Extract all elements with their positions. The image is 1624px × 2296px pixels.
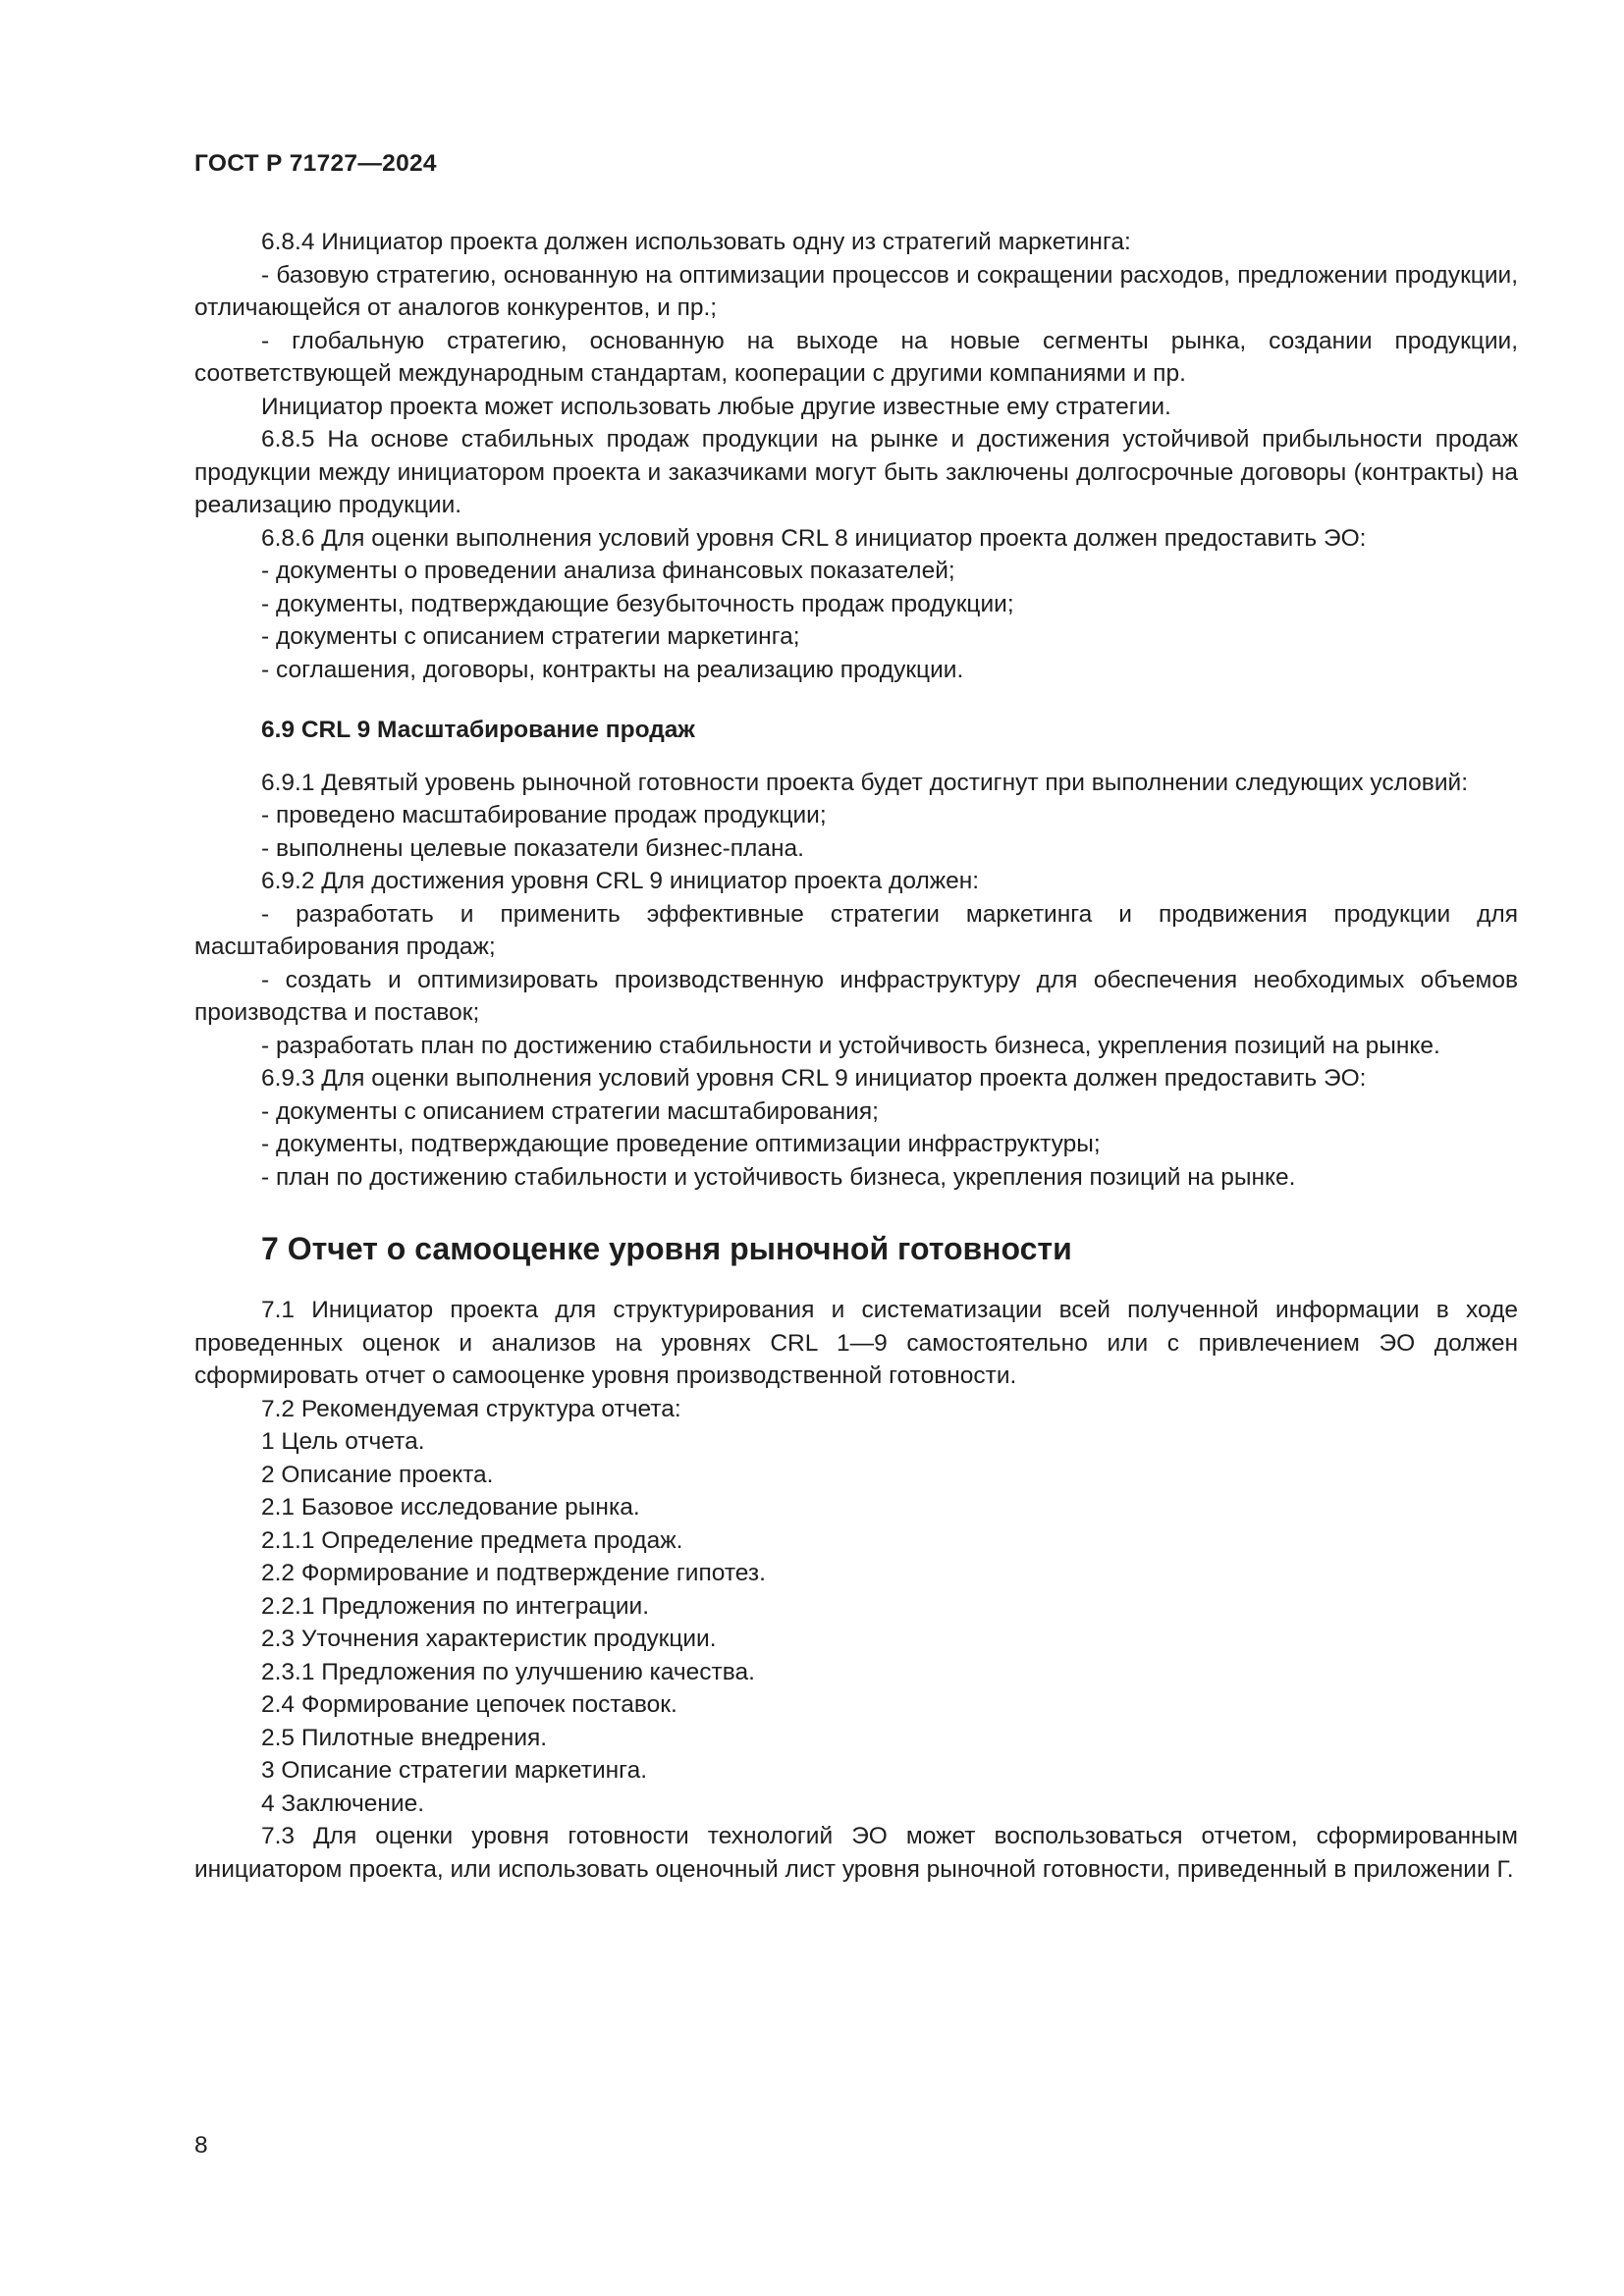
report-structure-item: 2 Описание проекта. (261, 1461, 494, 1488)
list-item: - документы с описанием стратегии масштабирования; (261, 1097, 879, 1125)
clause-7-2: 7.2 Рекомендуемая структура отчета: (261, 1395, 681, 1422)
report-structure-item: 2.1.1 Определение предмета продаж. (261, 1526, 683, 1554)
list-item: - создать и оптимизировать производственную инфраструктуру для обеспечения необходимых объемов производства и поставок; (194, 966, 1518, 1026)
clause-6-8-4-item: - глобальную стратегию, основанную на выходе на новые сегменты рынка, создании продукции, соответствующей международным стандартам, кооперации с другими компаниями и пр. (194, 327, 1518, 387)
clause-6-9-1: 6.9.1 Девятый уровень рыночной готовности проекта будет достигнут при выполнении следующих условий: (261, 769, 1468, 796)
list-item: - проведено масштабирование продаж продукции; (261, 802, 827, 828)
page-number: 8 (194, 2132, 208, 2159)
clause-6-8-4: 6.8.4 Инициатор проекта должен использовать одну из стратегий маркетинга: (261, 229, 1131, 255)
report-structure-item: 3 Описание стратегии маркетинга. (261, 1757, 648, 1784)
clause-7-1: 7.1 Инициатор проекта для структурирования и систематизации всей полученной информации в ходе проведенных оценок и анализов на уровнях CRL 1—9 самостоятельно или с привлечением ЭО должен сформировать отчет о самооценке уровня производственной готовности. (194, 1297, 1518, 1389)
list-item: - документы с описанием стратегии маркетинга; (261, 623, 800, 650)
list-item: - документы, подтверждающие безубыточность продаж продукции; (261, 590, 1014, 617)
clause-6-9-3: 6.9.3 Для оценки выполнения условий уровня CRL 9 инициатор проекта должен предоставить ЭО: (261, 1065, 1367, 1092)
clause-6-8-6: 6.8.6 Для оценки выполнения условий уровня CRL 8 инициатор проекта должен предоставить ЭО: (261, 524, 1367, 552)
report-structure-item: 2.3.1 Предложения по улучшению качества. (261, 1658, 755, 1685)
section-heading-6-9: 6.9 CRL 9 Масштабирование продаж (261, 717, 695, 743)
clause-6-8-4-item: - базовую стратегию, основанную на оптимизации процессов и сокращении расходов, предложении продукции, отличающейся от аналогов конкурентов, и пр.; (194, 261, 1518, 321)
report-structure-item: 2.4 Формирование цепочек поставок. (261, 1691, 677, 1718)
list-item: - разработать план по достижению стабильности и устойчивость бизнеса, укрепления позиций на рынке. (261, 1032, 1440, 1059)
list-item: - соглашения, договоры, контракты на реализацию продукции. (261, 656, 964, 683)
clause-6-8-4-note: Инициатор проекта может использовать любые другие известные ему стратегии. (261, 393, 1171, 420)
report-structure-item: 2.2 Формирование и подтверждение гипотез. (261, 1560, 766, 1586)
clause-6-8-5: 6.8.5 На основе стабильных продаж продукции на рынке и достижения устойчивой прибыльности продаж продукции между инициатором проекта и заказчиками могут быть заключены долгосрочные договоры (контракты) на реализацию продукции. (194, 426, 1518, 518)
list-item: - документы, подтверждающие проведение оптимизации инфраструктуры; (261, 1131, 1101, 1157)
list-item: - документы о проведении анализа финансовых показателей; (261, 558, 955, 584)
section-heading-7: 7 Отчет о самооценке уровня рыночной готовности (261, 1231, 1072, 1266)
document-id-header: ГОСТ Р 71727—2024 (194, 150, 437, 177)
report-structure-item: 2.5 Пилотные внедрения. (261, 1724, 548, 1751)
clause-7-3: 7.3 Для оценки уровня готовности технологий ЭО может воспользоваться отчетом, сформированным инициатором проекта, или использовать оценочный лист уровня рыночной готовности, приведенный в приложении Г. (194, 1823, 1518, 1883)
report-structure-item: 1 Цель отчета. (261, 1428, 425, 1455)
list-item: - план по достижению стабильности и устойчивость бизнеса, укрепления позиций на рынке. (261, 1163, 1296, 1191)
report-structure-item: 2.3 Уточнения характеристик продукции. (261, 1626, 717, 1652)
report-structure-item: 4 Заключение. (261, 1789, 425, 1817)
report-structure-item: 2.2.1 Предложения по интеграции. (261, 1592, 650, 1620)
list-item: - выполнены целевые показатели бизнес-плана. (261, 834, 804, 862)
list-item: - разработать и применить эффективные стратегии маркетинга и продвижения продукции для масштабирования продаж; (194, 900, 1518, 960)
document-body (194, 226, 1518, 1886)
clause-6-9-2: 6.9.2 Для достижения уровня CRL 9 инициатор проекта должен: (261, 868, 980, 894)
report-structure-item: 2.1 Базовое исследование рынка. (261, 1494, 640, 1521)
